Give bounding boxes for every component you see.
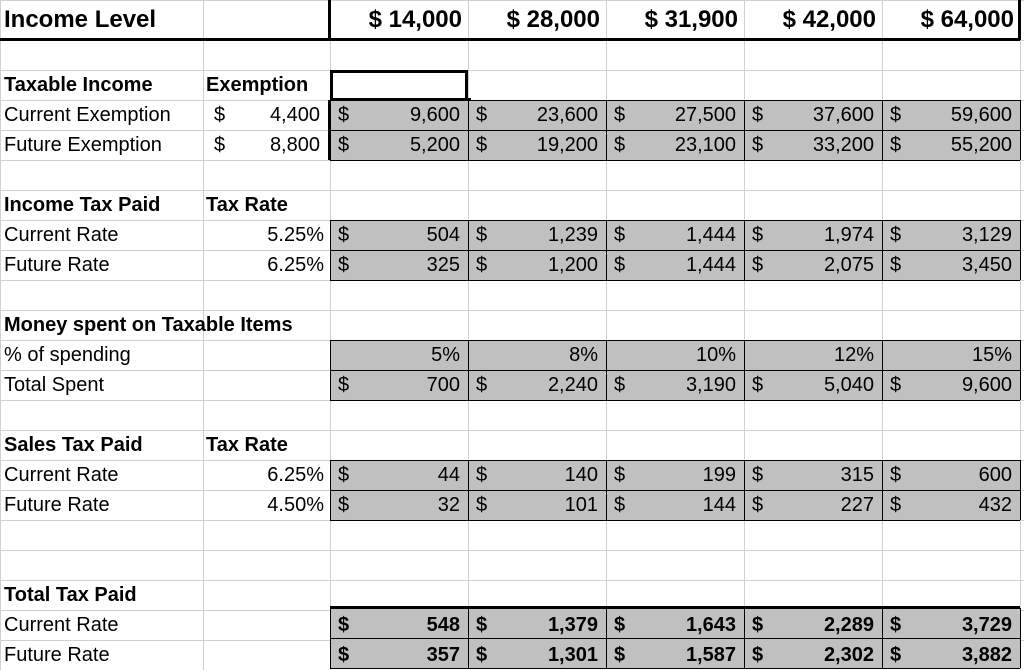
currency-symbol: $	[614, 134, 626, 156]
currency-symbol: $	[338, 494, 350, 516]
row-label: Current Rate	[4, 224, 119, 246]
currency-symbol: $	[614, 494, 626, 516]
column-label: Exemption	[206, 74, 309, 96]
value-cell[interactable]: 600	[978, 464, 1012, 486]
value-cell[interactable]: 23,100	[674, 134, 736, 156]
grid-row-line	[0, 550, 1024, 551]
header-income-level: $ 64,000	[920, 6, 1014, 33]
value-cell[interactable]: 12%	[833, 344, 874, 366]
currency-symbol: $	[890, 614, 902, 636]
value-cell[interactable]: 9,600	[409, 104, 460, 126]
header-label: Income Level	[4, 6, 157, 33]
currency-symbol: $	[476, 374, 488, 396]
currency-symbol: $	[476, 134, 488, 156]
currency-symbol: $	[614, 104, 626, 126]
value-cell[interactable]: 1,379	[547, 614, 598, 636]
exemption-currency: $	[214, 134, 226, 156]
value-cell[interactable]: 3,882	[961, 644, 1012, 666]
currency-symbol: $	[338, 254, 350, 276]
currency-symbol: $	[752, 464, 764, 486]
exemption-border	[328, 100, 331, 160]
header-income-level: $ 42,000	[782, 6, 876, 33]
currency-symbol: $	[476, 464, 488, 486]
value-cell[interactable]: 5,040	[823, 374, 874, 396]
rate-value[interactable]: 4.50%	[267, 494, 324, 516]
currency-symbol: $	[890, 374, 902, 396]
value-cell[interactable]: 5,200	[409, 134, 460, 156]
value-cell[interactable]: 5%	[431, 344, 460, 366]
value-cell[interactable]: 432	[978, 494, 1012, 516]
currency-symbol: $	[476, 254, 488, 276]
income-tax-block-vborder	[1020, 220, 1021, 280]
currency-symbol: $	[752, 104, 764, 126]
header-income-level: $ 28,000	[506, 6, 600, 33]
section-title: Taxable Income	[4, 74, 153, 96]
value-cell[interactable]: 37,600	[812, 104, 874, 126]
row-label: Current Exemption	[4, 104, 171, 126]
exemption-value[interactable]: 8,800	[269, 134, 320, 156]
total-top-thick	[330, 606, 1020, 609]
row-label: Future Rate	[4, 644, 110, 666]
currency-symbol: $	[338, 464, 350, 486]
currency-symbol: $	[476, 224, 488, 246]
currency-symbol: $	[890, 104, 902, 126]
value-cell[interactable]: 2,302	[823, 644, 874, 666]
value-cell[interactable]: 2,075	[823, 254, 874, 276]
currency-symbol: $	[752, 494, 764, 516]
value-cell[interactable]: 1,444	[685, 224, 736, 246]
value-cell[interactable]: 27,500	[674, 104, 736, 126]
value-cell[interactable]: 33,200	[812, 134, 874, 156]
currency-symbol: $	[890, 464, 902, 486]
currency-symbol: $	[338, 614, 350, 636]
currency-symbol: $	[890, 254, 902, 276]
value-cell[interactable]: 3,190	[685, 374, 736, 396]
currency-symbol: $	[752, 644, 764, 666]
currency-symbol: $	[614, 614, 626, 636]
value-cell[interactable]: 1,239	[547, 224, 598, 246]
currency-symbol: $	[338, 374, 350, 396]
currency-symbol: $	[476, 104, 488, 126]
currency-symbol: $	[752, 224, 764, 246]
currency-symbol: $	[890, 494, 902, 516]
value-cell[interactable]: 504	[426, 224, 460, 246]
currency-symbol: $	[338, 134, 350, 156]
value-cell[interactable]: 55,200	[950, 134, 1012, 156]
taxable-items-block-vborder	[1020, 340, 1021, 400]
value-cell[interactable]: 1,301	[547, 644, 598, 666]
row-label: Total Spent	[4, 374, 105, 396]
sales-tax-block-bottom	[330, 520, 1020, 521]
value-cell[interactable]: 44	[437, 464, 460, 486]
header-income-level: $ 14,000	[368, 6, 462, 33]
section-title: Sales Tax Paid	[4, 434, 143, 456]
row-label: Future Rate	[4, 254, 110, 276]
value-cell[interactable]: 3,729	[961, 614, 1012, 636]
value-cell[interactable]: 8%	[569, 344, 598, 366]
currency-symbol: $	[890, 224, 902, 246]
currency-symbol: $	[890, 644, 902, 666]
taxable-income-block-bottom	[330, 160, 1020, 161]
sales-tax-block-vborder	[1020, 460, 1021, 520]
rate-value[interactable]: 5.25%	[267, 224, 324, 246]
value-cell[interactable]: 357	[426, 644, 460, 666]
value-cell[interactable]: 1,200	[547, 254, 598, 276]
value-cell[interactable]: 19,200	[536, 134, 598, 156]
currency-symbol: $	[476, 494, 488, 516]
value-cell[interactable]: 2,289	[823, 614, 874, 636]
currency-symbol: $	[614, 374, 626, 396]
value-cell[interactable]: 59,600	[950, 104, 1012, 126]
header-border-right	[1018, 0, 1021, 40]
currency-symbol: $	[476, 614, 488, 636]
value-cell[interactable]: 700	[426, 374, 460, 396]
taxable-items-block-bottom	[330, 400, 1020, 401]
column-label: Tax Rate	[206, 434, 288, 456]
value-cell[interactable]: 1,974	[823, 224, 874, 246]
section-title: Total Tax Paid	[4, 584, 137, 606]
total-tax-block-vborder	[1020, 608, 1021, 668]
taxable-income-block-vborder	[1020, 100, 1021, 160]
currency-symbol: $	[338, 644, 350, 666]
header-income-level: $ 31,900	[644, 6, 738, 33]
row-label: Future Rate	[4, 494, 110, 516]
exemption-currency: $	[214, 104, 226, 126]
value-cell[interactable]: 325	[426, 254, 460, 276]
currency-symbol: $	[752, 374, 764, 396]
row-label: % of spending	[4, 344, 131, 366]
currency-symbol: $	[614, 644, 626, 666]
rate-value[interactable]: 6.25%	[267, 464, 324, 486]
value-cell[interactable]: 2,240	[547, 374, 598, 396]
exemption-value[interactable]: 4,400	[269, 104, 320, 126]
value-cell[interactable]: 15%	[971, 344, 1012, 366]
currency-symbol: $	[338, 224, 350, 246]
value-cell[interactable]: 3,129	[961, 224, 1012, 246]
currency-symbol: $	[890, 134, 902, 156]
currency-symbol: $	[752, 254, 764, 276]
value-cell[interactable]: 548	[426, 614, 460, 636]
column-label: Tax Rate	[206, 194, 288, 216]
value-cell[interactable]: 315	[840, 464, 874, 486]
value-cell[interactable]: 9,600	[961, 374, 1012, 396]
currency-symbol: $	[614, 224, 626, 246]
currency-symbol: $	[752, 134, 764, 156]
row-label: Future Exemption	[4, 134, 162, 156]
value-cell[interactable]: 101	[564, 494, 598, 516]
section-title: Income Tax Paid	[4, 194, 161, 216]
value-cell[interactable]: 10%	[695, 344, 736, 366]
value-cell[interactable]: 32	[437, 494, 460, 516]
currency-symbol: $	[338, 104, 350, 126]
row-label: Current Rate	[4, 614, 119, 636]
value-cell[interactable]: 199	[702, 464, 736, 486]
currency-symbol: $	[614, 464, 626, 486]
section-title: Money spent on Taxable Items	[4, 314, 293, 336]
income-tax-block-bottom	[330, 280, 1020, 281]
value-cell[interactable]: 140	[564, 464, 598, 486]
value-cell[interactable]: 227	[840, 494, 874, 516]
currency-symbol: $	[614, 254, 626, 276]
rate-value[interactable]: 6.25%	[267, 254, 324, 276]
value-cell[interactable]: 23,600	[536, 104, 598, 126]
value-cell[interactable]: 3,450	[961, 254, 1012, 276]
value-cell[interactable]: 144	[702, 494, 736, 516]
value-cell[interactable]: 1,643	[685, 614, 736, 636]
value-cell[interactable]: 1,587	[685, 644, 736, 666]
currency-symbol: $	[476, 644, 488, 666]
currency-symbol: $	[752, 614, 764, 636]
value-cell[interactable]: 1,444	[685, 254, 736, 276]
row-label: Current Rate	[4, 464, 119, 486]
active-cell[interactable]	[330, 70, 468, 101]
